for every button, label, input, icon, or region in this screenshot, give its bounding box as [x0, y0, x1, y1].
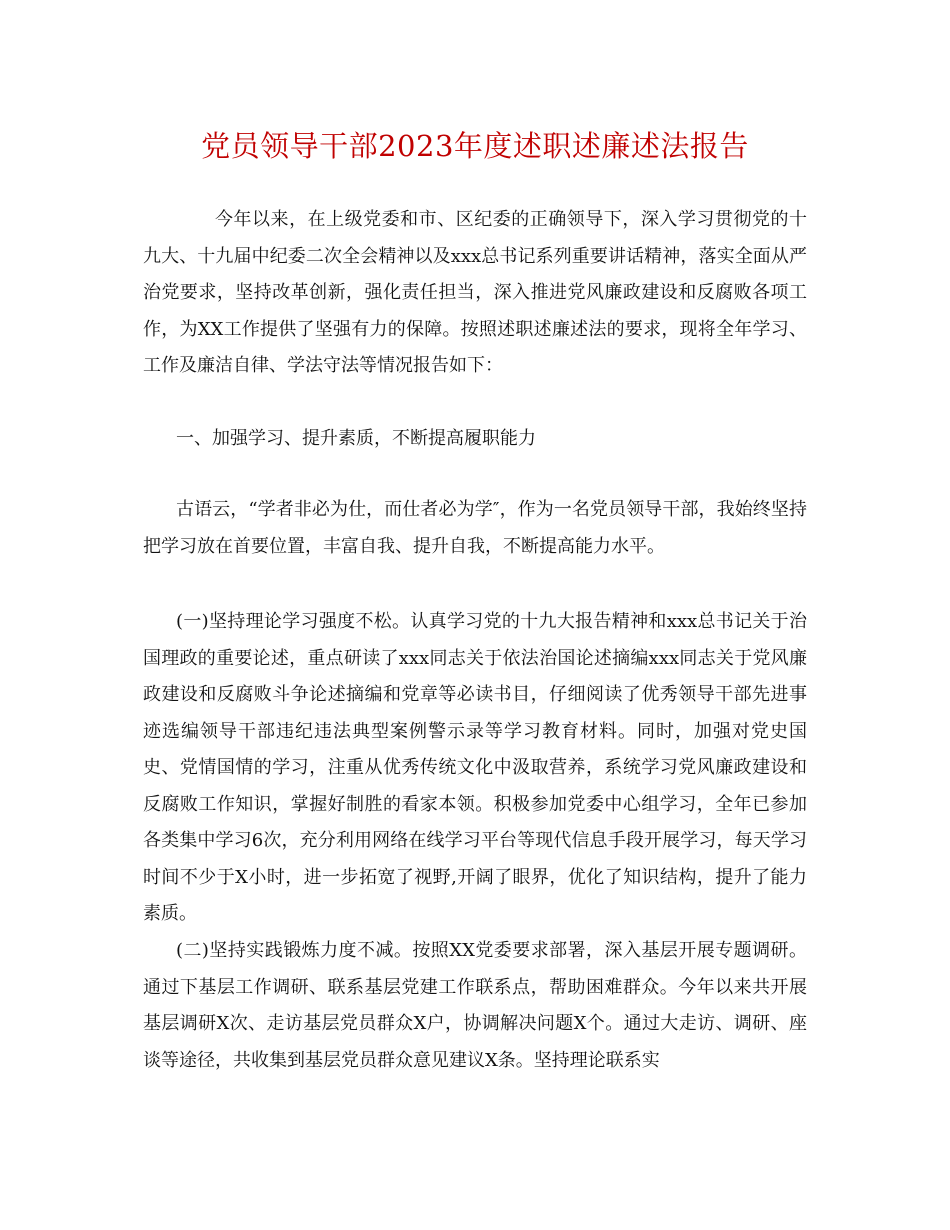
paragraph-practice: (二)坚持实践锻炼力度不减。按照XX党委要求部署，深入基层开展专题调研。通过下基层工作调研、联系基层党建工作联系点，帮助困难群众。今年以来共开展基层调研X次、走访基层党员群众X户，协调解决问题X个。通过大走访、调研、座谈等途径，共收集到基层党员群众意见建议X条。坚持理论联系实 [143, 940, 807, 1071]
paragraph-quote: 古语云，“学者非必为仕，而仕者必为学″，作为一名党员领导干部，我始终坚持把学习放在首要位置，丰富自我、提升自我，不断提高能力水平。 [143, 499, 807, 557]
paragraph-theory-study: (一)坚持理论学习强度不松。认真学习党的十九大报告精神和xxx总书记关于治国理政的重要论述，重点研读了xxx同志关于依法治国论述摘编xxx同志关于党风廉政建设和反腐败斗争论述摘编和党章等必读书目，仔细阅读了优秀领导干部先进事迹选编领导干部违纪违法典型案例警示录等学习教育材料。同时，加强对党史国史、党情国情的学习，注重从优秀传统文化中汲取营养，系统学习党风廉政建设和反腐败工作知识，掌握好制胜的看家本领。积极参加党委中心组学习，全年已参加各类集中学习6次，充分利用网络在线学习平台等现代信息手段开展学习，每天学习时间不少于X小时，进一步拓宽了视野,开阔了眼界，优化了知识结构，提升了能力素质。 [143, 611, 807, 924]
section-heading-1: 一、加强学习、提升素质，不断提高履职能力 [176, 428, 536, 449]
intro-paragraph: 今年以来，在上级党委和市、区纪委的正确领导下，深入学习贯彻党的十九大、十九届中纪委二次全会精神以及xxx总书记系列重要讲话精神，落实全面从严治党要求，坚持改革创新，强化责任担当，深入推进党风廉政建设和反腐败各项工作，为XX工作提供了坚强有力的保障。按照述职述廉述法的要求，现将全年学习、工作及廉洁自律、学法守法等情况报告如下： [143, 209, 807, 376]
document-title: 党员领导干部2023年度述职述廉述法报告 [201, 129, 749, 163]
